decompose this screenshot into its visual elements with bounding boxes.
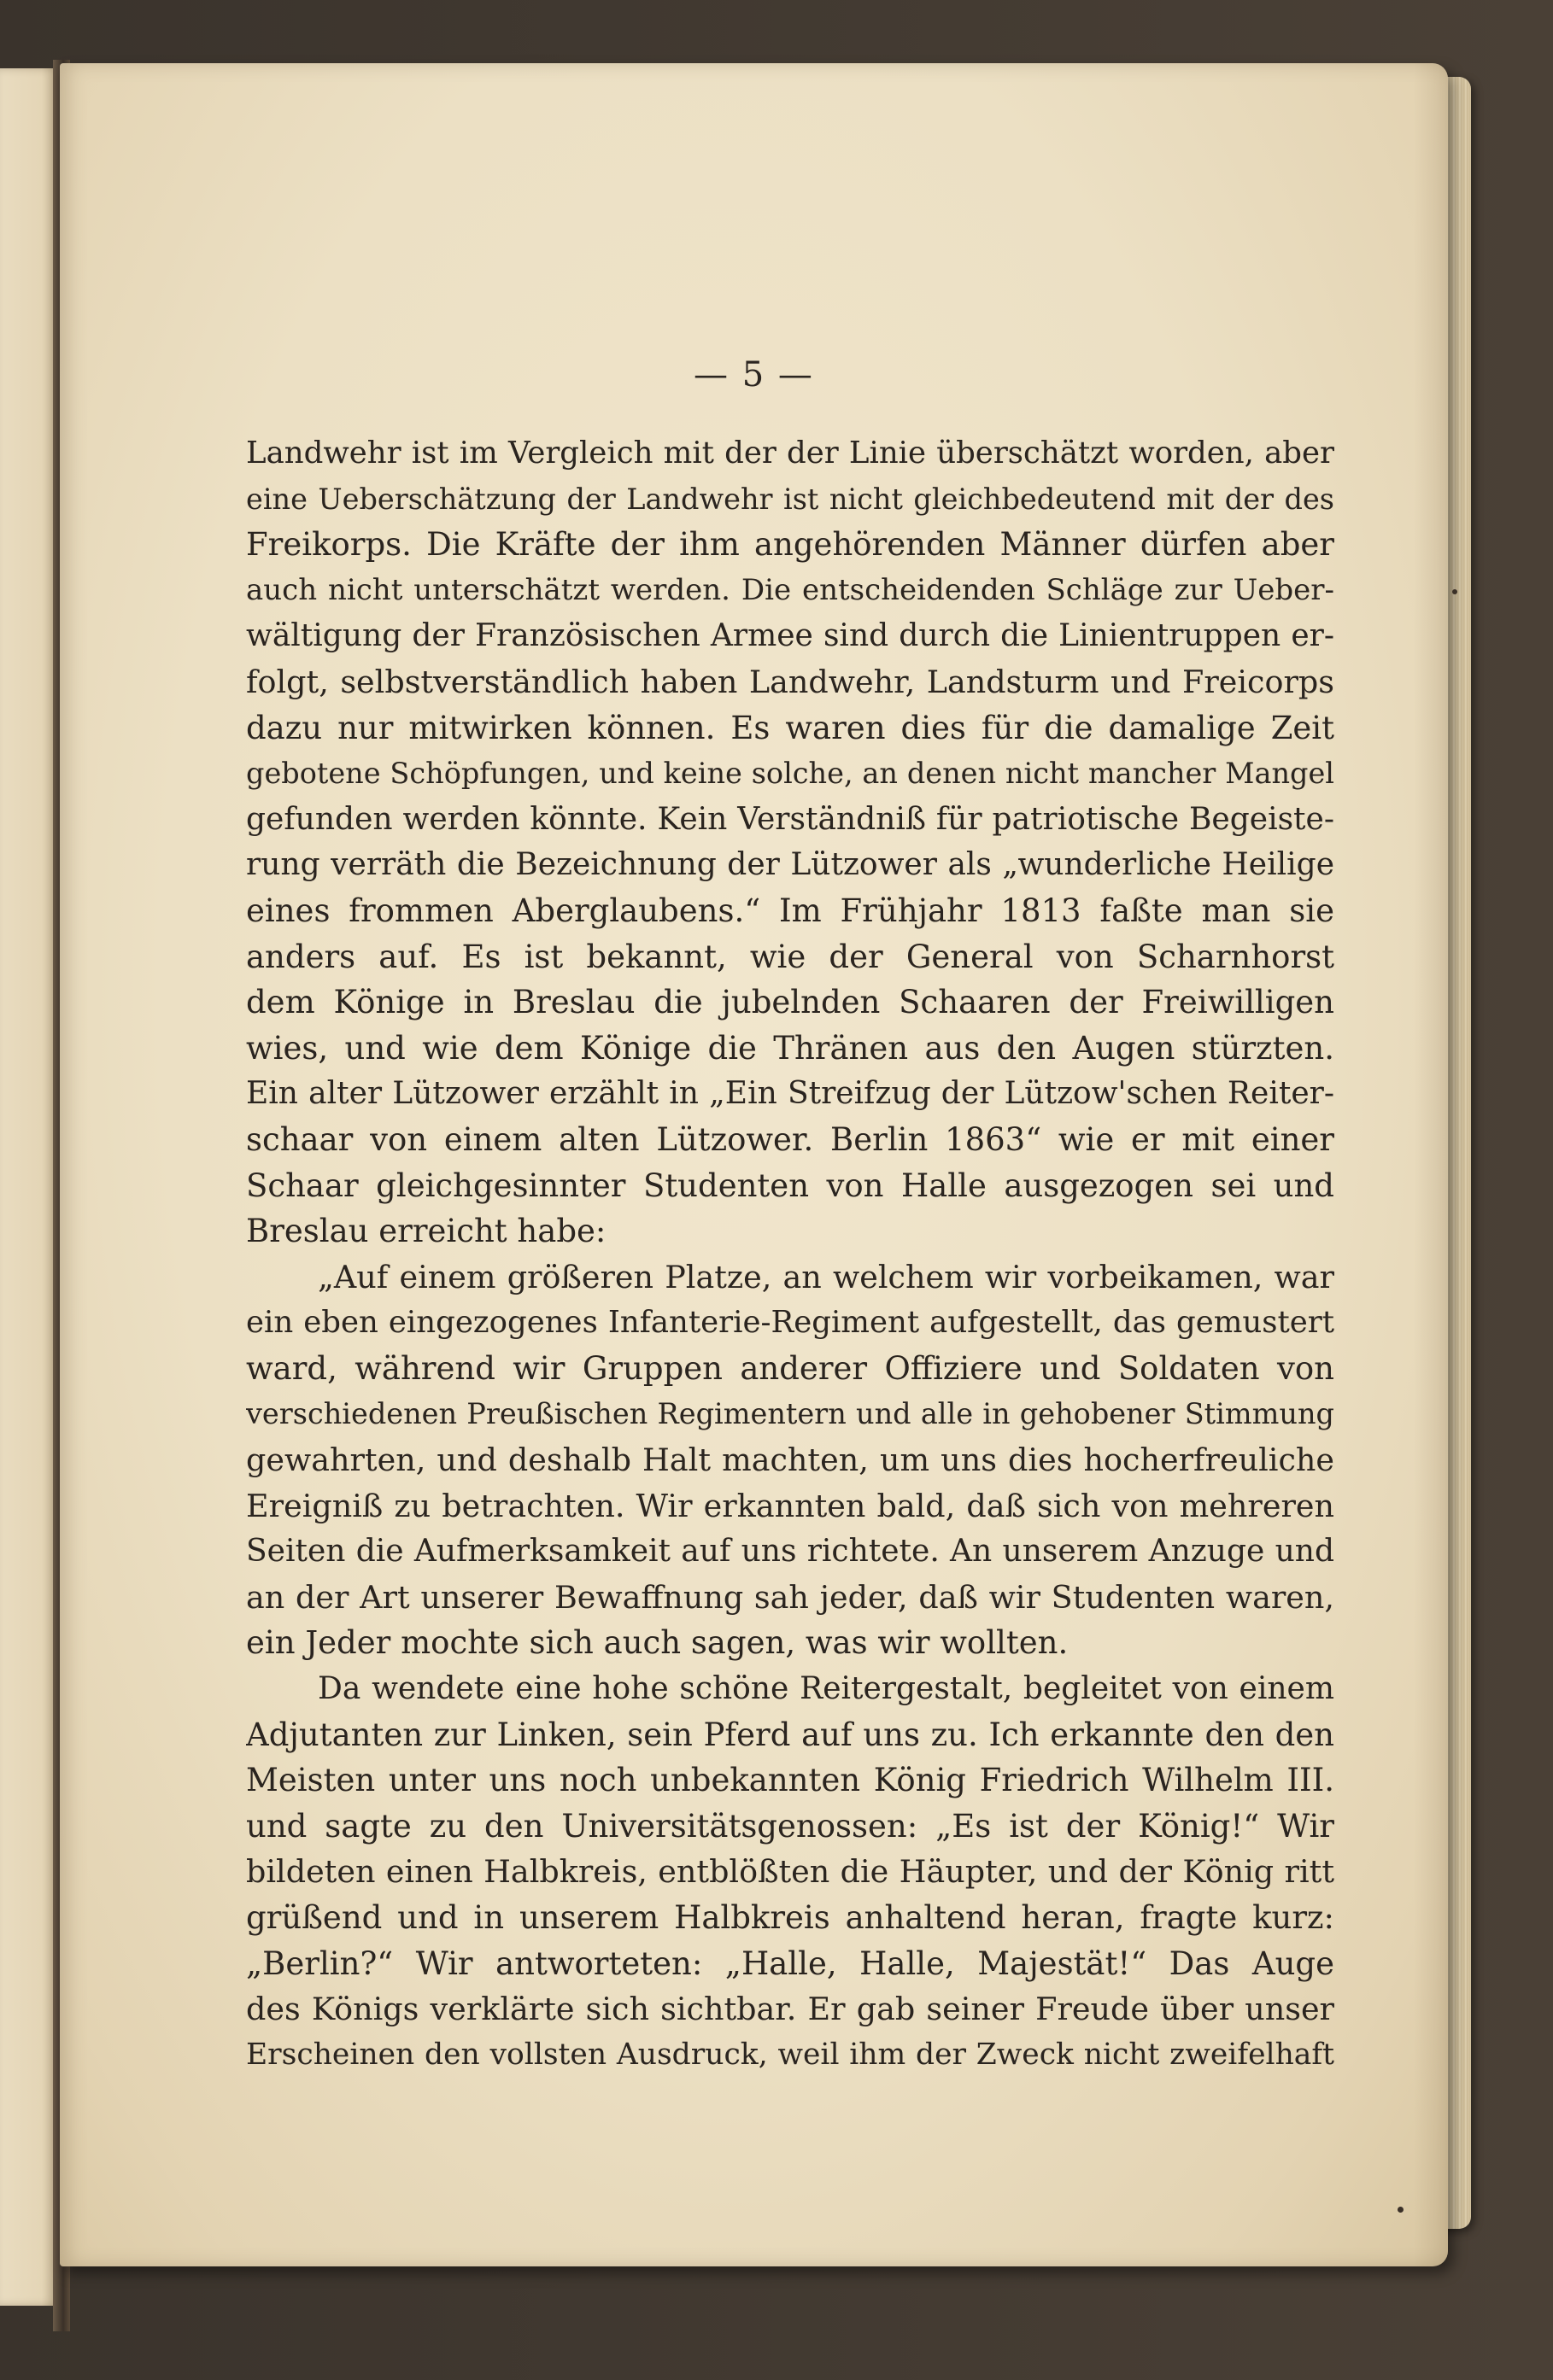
text-line: „Auf einem größeren Platze, an welchem wir vorbeikamen, war	[318, 1258, 1334, 1295]
text-line: Meisten unter uns noch unbekannten König Friedrich Wilhelm III.	[246, 1762, 1334, 1799]
text-line: Ereigniß zu betrachten. Wir erkannten bald, daß sich von mehreren	[246, 1487, 1334, 1524]
text-line: Erscheinen den vollsten Ausdruck, weil ihm der Zweck nicht zweifelhaft	[246, 2037, 1334, 2072]
text-line: gefunden werden könnte. Kein Verständniß für patriotische Begeiste-	[246, 801, 1334, 837]
page-number: — 5 —	[694, 355, 814, 395]
text-line: anders auf. Es ist bekannt, wie der General von Scharnhorst	[246, 938, 1334, 975]
text-line: auch nicht unterschätzt werden. Die entscheidenden Schläge zur Ueber-	[246, 572, 1334, 607]
text-line: gebotene Schöpfungen, und keine solche, an denen nicht mancher Mangel	[246, 757, 1334, 791]
text-line: und sagte zu den Universitätsgenossen: „Es ist der König!“ Wir	[246, 1807, 1334, 1845]
text-line: Ein alter Lützower erzählt in „Ein Streifzug der Lützow'schen Reiter-	[246, 1076, 1334, 1112]
text-line: ein eben eingezogenes Infanterie-Regiment aufgestellt, das gemustert	[246, 1305, 1334, 1341]
text-line: bildeten einen Halbkreis, entblößten die Häupter, und der König ritt	[246, 1853, 1334, 1891]
text-line: folgt, selbstverständlich haben Landwehr, Landsturm und Freicorps	[246, 663, 1334, 700]
text-line: Breslau erreicht habe:	[246, 1213, 607, 1250]
text-line: „Berlin?“ Wir antworteten: „Halle, Halle, Majestät!“ Das Auge	[246, 1944, 1334, 1982]
text-line: Da wendete eine hohe schöne Reitergestalt, begleitet von einem	[318, 1671, 1334, 1707]
text-line: Freikorps. Die Kräfte der ihm angehörenden Männer dürfen aber	[246, 526, 1334, 564]
text-line: schaar von einem alten Lützower. Berlin 1863“ wie er mit einer	[246, 1120, 1334, 1158]
left-page-edge	[0, 68, 60, 2306]
text-line: Seiten die Aufmerksamkeit auf uns richtete. An unserem Anzuge und	[246, 1534, 1334, 1570]
text-line: eines frommen Aberglaubens.“ Im Frühjahr 1813 faßte man sie	[246, 892, 1334, 929]
text-line: wies, und wie dem Könige die Thränen aus den Augen stürzten.	[246, 1029, 1334, 1067]
text-line: rung verräth die Bezeichnung der Lützower als „wunderliche Heilige	[246, 847, 1334, 883]
text-line: dem Könige in Breslau die jubelnden Schaaren der Freiwilligen	[246, 984, 1334, 1021]
text-line: des Königs verklärte sich sichtbar. Er gab seiner Freude über unser	[246, 1991, 1334, 2028]
text-line: verschiedenen Preußischen Regimentern und alle in gehobener Stimmung	[246, 1397, 1334, 1431]
text-line: dazu nur mitwirken können. Es waren dies für die damalige Zeit	[246, 709, 1334, 746]
text-line: ward, während wir Gruppen anderer Offiziere und Soldaten von	[246, 1349, 1334, 1387]
text-line: grüßend und in unserem Halbkreis anhaltend heran, fragte kurz:	[246, 1899, 1334, 1936]
text-line: eine Ueberschätzung der Landwehr ist nicht gleichbedeutend mit der des	[246, 482, 1334, 516]
text-line: gewahrten, und deshalb Halt machten, um uns dies hocherfreuliche	[246, 1441, 1334, 1479]
text-line: wältigung der Französischen Armee sind durch die Linientruppen er-	[246, 618, 1334, 654]
book-page	[60, 63, 1448, 2266]
text-line: an der Art unserer Bewaffnung sah jeder, daß wir Studenten waren,	[246, 1578, 1334, 1616]
scan-speck	[1452, 589, 1457, 594]
text-line: Adjutanten zur Linken, sein Pferd auf uns zu. Ich erkannte den den	[246, 1716, 1334, 1753]
body-text	[246, 430, 1334, 2078]
text-line: Schaar gleichgesinnter Studenten von Halle ausgezogen sei und	[246, 1167, 1334, 1204]
text-line: Landwehr ist im Vergleich mit der der Linie überschätzt worden, aber	[246, 436, 1334, 471]
text-line: ein Jeder mochte sich auch sagen, was wir wollten.	[246, 1624, 1069, 1662]
scan-speck	[1398, 2207, 1404, 2213]
